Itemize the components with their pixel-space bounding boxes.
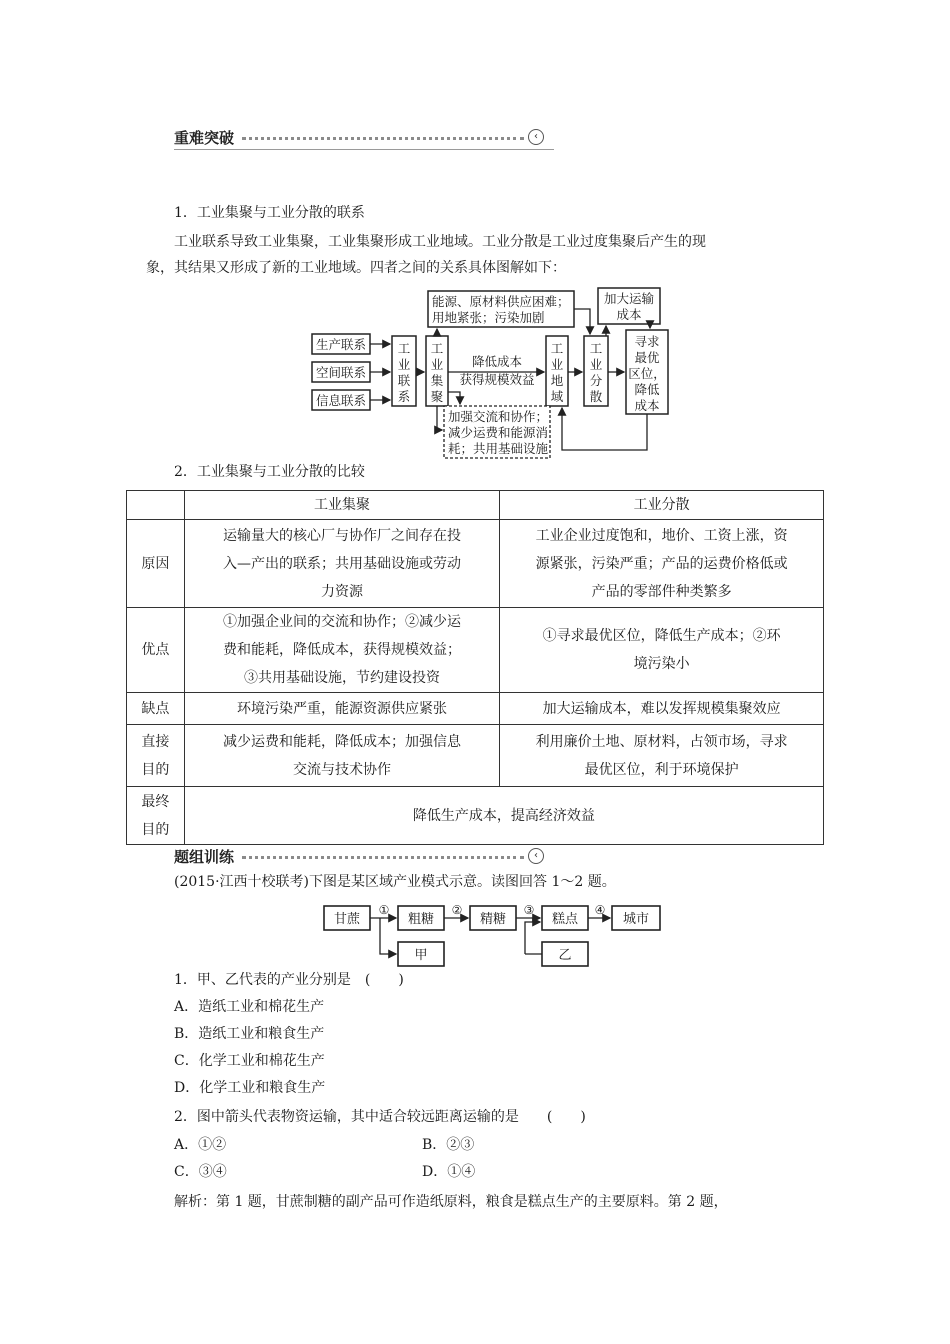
svg-text:系: 系 [397, 389, 411, 404]
label-benefit-bottom: 获得规模效益 [459, 372, 535, 387]
cell-agglomeration: 减少运费和能耗，降低成本；加强信息 交流与技术协作 [184, 725, 500, 787]
q1-stem: 1．甲、乙代表的产业分别是 ( ) [174, 972, 404, 988]
row-label: 原因 [127, 520, 185, 608]
section-header-key-points [174, 126, 544, 148]
svg-text:成本: 成本 [634, 398, 660, 413]
arrow-label-2: ② [451, 903, 463, 917]
svg-text:业: 业 [430, 357, 444, 372]
svg-text:最优: 最优 [634, 350, 660, 365]
svg-text:成本: 成本 [616, 307, 642, 322]
svg-text:工: 工 [430, 341, 444, 356]
svg-text:工: 工 [589, 341, 603, 356]
q2-option-b: B．②③ [422, 1137, 475, 1153]
svg-text:联: 联 [397, 373, 411, 388]
part1-paragraph-line1: 工业联系导致工业集聚，工业集聚形成工业地域。工业分散是工业过度集聚后产生的现 [174, 234, 706, 250]
svg-text:地: 地 [550, 373, 564, 388]
svg-text:区位，: 区位， [628, 366, 666, 381]
cell-agglomeration: 运输量大的核心厂与协作厂之间存在投 入—产出的联系；共用基础设施或劳动 力资源 [184, 520, 500, 608]
label-benefit-top: 降低成本 [471, 354, 523, 369]
svg-text:降低: 降低 [634, 382, 660, 397]
svg-text:分: 分 [589, 373, 603, 388]
svg-text:耗；共用基础设施: 耗；共用基础设施 [448, 441, 549, 456]
part2-heading: 2．工业集聚与工业分散的比较 [174, 464, 365, 480]
table-row-final-purpose [127, 787, 824, 845]
analysis-text: 解析：第 1 题，甘蔗制糖的副产品可作造纸原料，粮食是糕点生产的主要原料。第 2 题， [174, 1194, 728, 1210]
dotted-rule [242, 137, 524, 140]
svg-text:业: 业 [550, 357, 564, 372]
label-production-link: 生产联系 [315, 337, 367, 352]
q2-option-a: A．①② [174, 1137, 227, 1153]
table-corner-cell [127, 491, 185, 520]
part1-heading: 1．工业集聚与工业分散的联系 [174, 205, 365, 221]
section-title: 重难突破 [174, 128, 235, 147]
arrow-label-1: ① [378, 903, 390, 917]
practice-intro: (2015·江西十校联考)下图是某区域产业模式示意。读图回答 1～2 题。 [174, 874, 616, 890]
table-header-row [127, 491, 824, 520]
svg-text:甘蔗: 甘蔗 [333, 912, 361, 927]
q1-option-a: A．造纸工业和棉花生产 [174, 999, 325, 1015]
table-row-direct-purpose [127, 725, 824, 787]
svg-text:加强交流和协作；: 加强交流和协作； [448, 409, 549, 424]
row-label: 最终 目的 [127, 787, 185, 845]
arrow-label-4: ④ [594, 903, 606, 917]
table-row-disadvantages [127, 693, 824, 725]
q2-option-c: C．③④ [174, 1164, 227, 1180]
table-row-reason [127, 520, 824, 608]
q2-stem: 2．图中箭头代表物资运输，其中适合较远距离运输的是 ( ) [174, 1109, 586, 1125]
svg-text:乙: 乙 [558, 948, 572, 963]
svg-text:精糖: 精糖 [479, 912, 507, 927]
svg-text:糕点: 糕点 [551, 912, 579, 927]
row-label: 缺点 [127, 693, 185, 725]
chevron-left-icon: ‹ [528, 848, 544, 864]
svg-text:业: 业 [397, 357, 411, 372]
row-label: 直接 目的 [127, 725, 185, 787]
section-header-practice [174, 845, 544, 867]
cell-merged: 降低生产成本，提高经济效益 [184, 787, 823, 845]
industry-model-diagram [320, 898, 664, 970]
svg-text:工: 工 [397, 341, 411, 356]
cell-dispersion: 加大运输成本，难以发挥规模集聚效应 [500, 693, 824, 725]
svg-text:加大运输: 加大运输 [603, 291, 655, 306]
q1-option-b: B．造纸工业和粮食生产 [174, 1026, 325, 1042]
svg-text:聚: 聚 [430, 389, 444, 404]
cell-agglomeration: 环境污染严重，能源资源供应紧张 [184, 693, 500, 725]
svg-text:工: 工 [550, 341, 564, 356]
svg-text:域: 域 [550, 389, 564, 404]
cell-dispersion: 利用廉价土地、原材料，占领市场，寻求 最优区位，利于环境保护 [500, 725, 824, 787]
table-header-agglomeration: 工业集聚 [184, 491, 500, 520]
svg-text:散: 散 [589, 389, 603, 404]
svg-text:能源、原材料供应困难；: 能源、原材料供应困难； [432, 294, 570, 309]
agglomeration-relationship-diagram [300, 284, 680, 462]
svg-text:用地紧张；污染加剧: 用地紧张；污染加剧 [432, 310, 545, 325]
svg-text:集: 集 [430, 373, 444, 388]
svg-text:寻求: 寻求 [634, 334, 660, 349]
arrow-label-3: ③ [523, 903, 535, 917]
label-info-link: 信息联系 [315, 393, 367, 408]
cell-agglomeration: ①加强企业间的交流和协作；②减少运 费和能耗，降低成本，获得规模效益； ③共用基础设施，节约建设投资 [184, 608, 500, 693]
comparison-table [126, 490, 824, 845]
svg-text:城市: 城市 [622, 912, 650, 927]
q1-option-c: C．化学工业和棉花生产 [174, 1053, 325, 1069]
table-header-dispersion: 工业分散 [500, 491, 824, 520]
dotted-rule [242, 856, 524, 859]
table-row-advantages [127, 608, 824, 693]
q1-option-d: D．化学工业和粮食生产 [174, 1080, 326, 1096]
cell-dispersion: 工业企业过度饱和，地价、工资上涨，资 源紧张，污染严重；产品的运费价格低或 产品的零部件种类繁多 [500, 520, 824, 608]
svg-text:减少运费和能源消: 减少运费和能源消 [448, 425, 549, 440]
svg-text:甲: 甲 [414, 948, 428, 963]
svg-text:业: 业 [589, 357, 603, 372]
section-title: 题组训练 [174, 847, 235, 866]
label-space-link: 空间联系 [315, 365, 367, 380]
section-underline [174, 149, 554, 150]
chevron-left-icon: ‹ [528, 129, 544, 145]
row-label: 优点 [127, 608, 185, 693]
svg-text:粗糖: 粗糖 [407, 912, 435, 927]
q2-option-d: D．①④ [422, 1164, 476, 1180]
part1-paragraph-line2: 象，其结果又形成了新的工业地域。四者之间的关系具体图解如下： [146, 260, 566, 276]
cell-dispersion: ①寻求最优区位，降低生产成本；②环 境污染小 [500, 608, 824, 693]
